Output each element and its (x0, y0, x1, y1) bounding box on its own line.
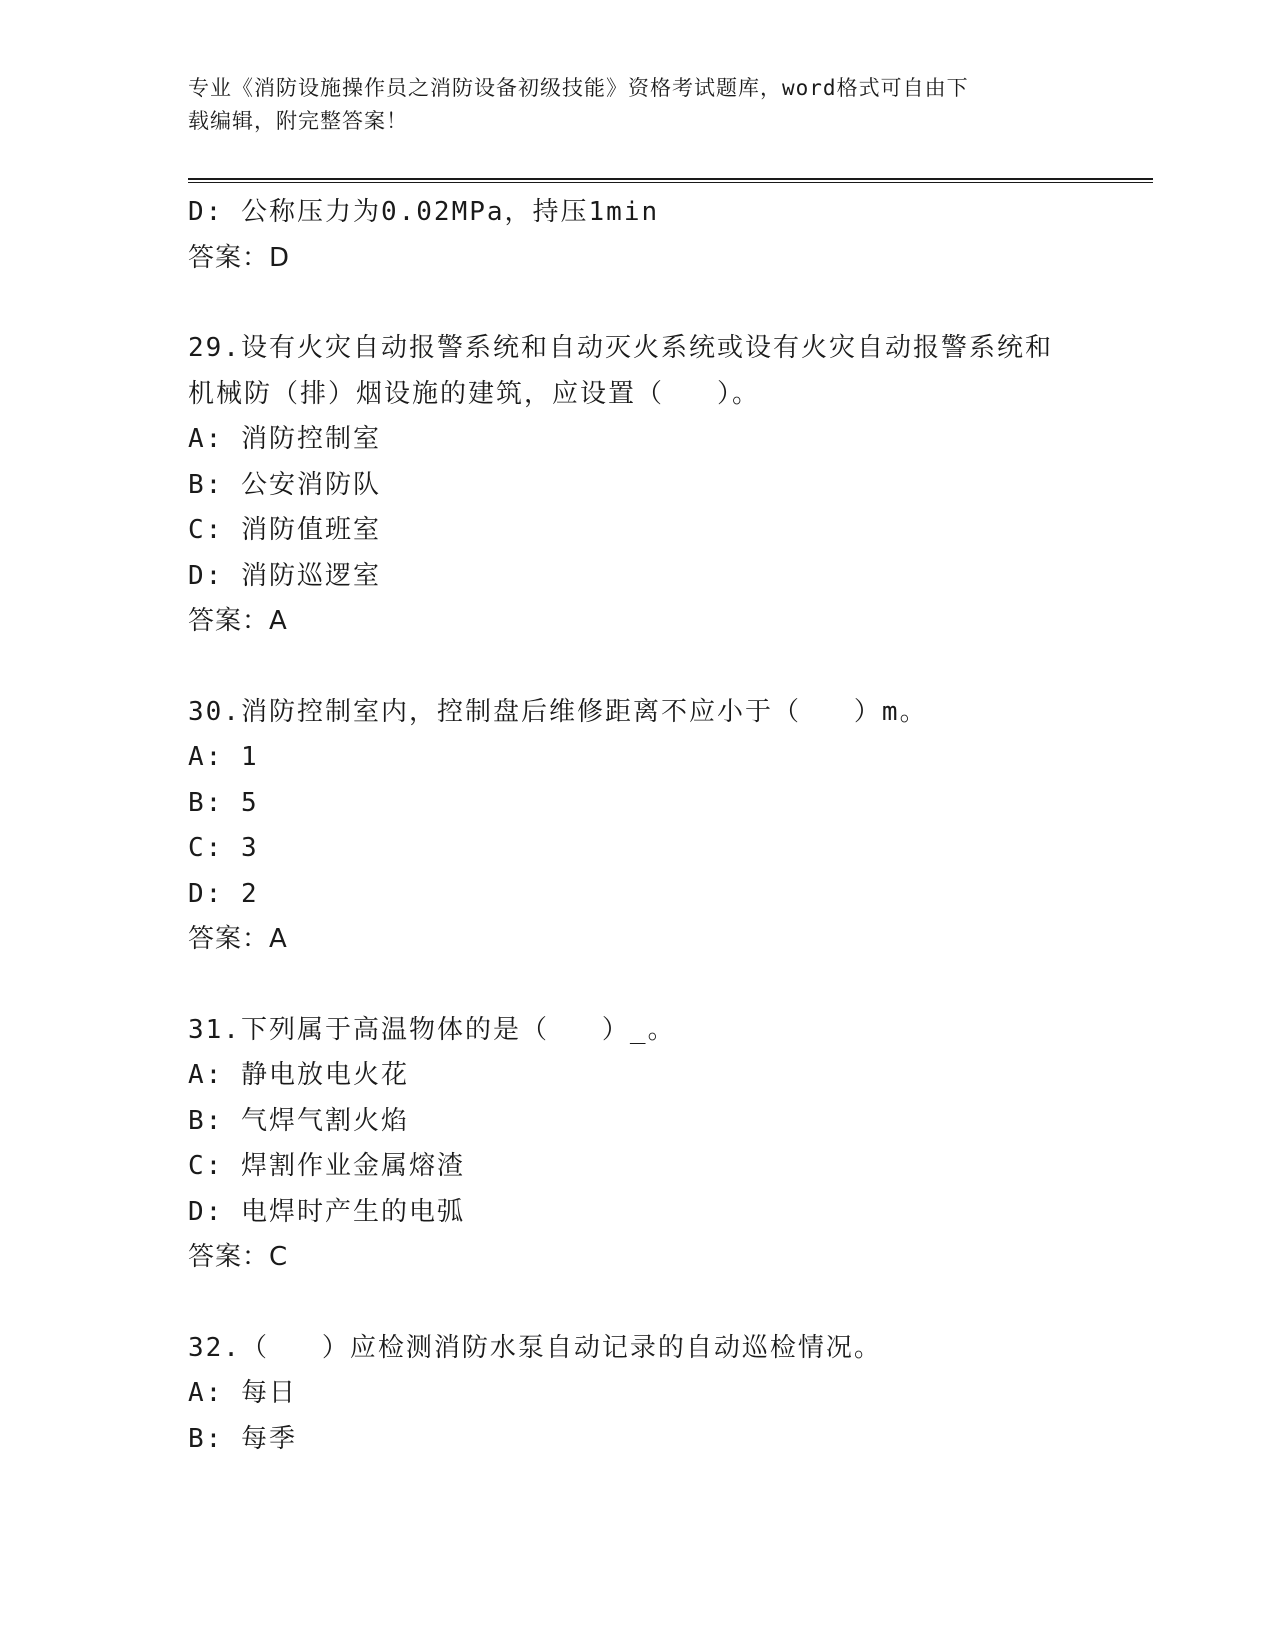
question-31 (188, 1008, 1088, 1281)
option-b: B: 5 (188, 787, 259, 818)
answer: 答案：A (188, 924, 288, 954)
question-stem: 30.消防控制室内，控制盘后维修距离不应小于（ ）m。 (188, 696, 928, 727)
header-divider (188, 178, 1153, 184)
header-line-1: 专业《消防设施操作员之消防设备初级技能》资格考试题库，word格式可自由下 (188, 76, 969, 100)
option-d: D: 2 (188, 878, 259, 909)
option-a: A: 消防控制室 (188, 424, 381, 454)
question-stem: 31.下列属于高温物体的是（ ）_。 (188, 1014, 676, 1045)
question-29 (188, 326, 1088, 645)
option-a: A: 静电放电火花 (188, 1060, 409, 1090)
question-stem-cont: 机械防（排）烟设施的建筑，应设置（ ）。 (188, 378, 760, 409)
option-b: B: 气焊气割火焰 (188, 1105, 409, 1136)
option-c: C: 焊割作业金属熔渣 (188, 1151, 465, 1181)
answer: 答案：A (188, 606, 288, 636)
option-d: D: 消防巡逻室 (188, 560, 381, 591)
prev-answer: 答案：D (188, 242, 291, 273)
question-30 (188, 690, 1088, 963)
question-list (188, 190, 1088, 1462)
question-stem: 29.设有火灾自动报警系统和自动灭火系统或设有火灾自动报警系统和 (188, 333, 1053, 363)
prev-option-d: D: 公称压力为0.02MPa，持压1min (188, 197, 660, 227)
option-c: C: 3 (188, 833, 259, 863)
option-a: A: 1 (188, 742, 259, 772)
answer: 答案：C (188, 1242, 289, 1272)
question-stem: 32.（ ）应检测消防水泵自动记录的自动巡检情况。 (188, 1332, 882, 1363)
option-b: B: 公安消防队 (188, 469, 381, 500)
header-line-2: 载编辑，附完整答案！ (188, 109, 408, 133)
document-header (188, 72, 1088, 138)
question-32 (188, 1326, 1088, 1463)
option-c: C: 消防值班室 (188, 515, 381, 545)
option-a: A: 每日 (188, 1378, 297, 1408)
option-b: B: 每季 (188, 1423, 297, 1454)
option-d: D: 电焊时产生的电弧 (188, 1196, 465, 1227)
